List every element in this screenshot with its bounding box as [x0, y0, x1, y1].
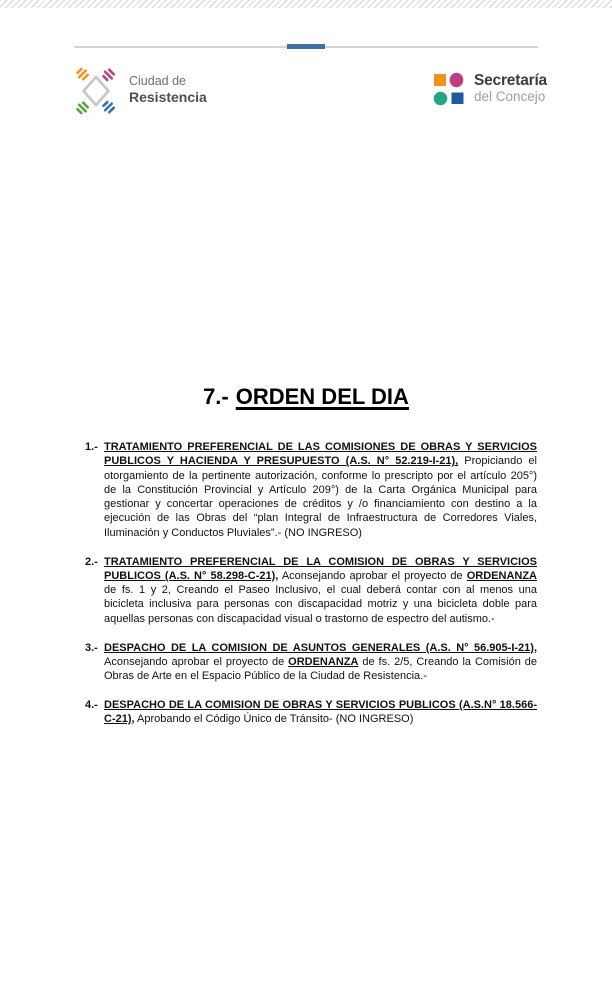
page-title	[0, 384, 612, 410]
agenda-item-1	[85, 440, 537, 540]
shape-magenta-circle	[450, 73, 464, 87]
logo-right-line2: del Concejo	[474, 89, 546, 105]
item-text	[104, 698, 537, 727]
logo-secretaria-concejo	[433, 71, 547, 107]
item-heading: DESPACHO DE LA COMISION DE OBRAS Y SERVICIOS PUBLICOS (A.S.N° 18.566-C-21)	[104, 698, 537, 726]
logo-left-line1: Ciudad de	[129, 73, 186, 88]
page-title-number: 7.-	[203, 384, 229, 409]
item-body-text: Aconsejando aprobar el proyecto de	[278, 569, 467, 582]
item-ordenanza-label: ORDENANZA	[288, 655, 359, 668]
item-number: 4.-	[85, 698, 98, 711]
logo-right-text	[474, 71, 547, 105]
agenda-item-3	[85, 641, 537, 684]
item-heading: TRATAMIENTO PREFERENCIAL DE LAS COMISIONES DE OBRAS Y SERVICIOS PUBLICOS Y HACIENDA Y PRESUPUESTO (A.S. N° 52.219-I-21),	[104, 441, 537, 468]
item-body-text: Propiciando el otorgamiento de la pertinente autorización, conforme lo prescripto por el artículo 205°) de la Constitución Provincial y Artículo 209°) de la Carta Orgánica Municipal para gestionar y concertar operaciones de créditos y /o financiamiento con destino a la ejecución de las Obras del “plan Integral de Infraestructura de Corredores Viales, Iluminación y Conductos Pluviales”.- (NO INGRESO)	[104, 455, 537, 539]
item-text	[104, 555, 537, 626]
logo-left-line2: Resistencia	[129, 88, 207, 105]
concejo-shapes-icon	[433, 71, 467, 107]
page-title-text: ORDEN DEL DIA	[235, 384, 409, 409]
item-body-text: de fs. 1 y 2, Creando el Paseo Inclusivo, el cual deberá contar con al menos una bicicleta inclusiva para personas con discapacidad motriz y una bicicleta doble para aquellas personas con discapacidad visual o trastorno de espectro del autismo.-	[104, 584, 537, 625]
resistencia-diamond-icon	[72, 64, 120, 116]
stripes-bottom-right	[100, 99, 116, 115]
agenda-item-2	[85, 555, 537, 626]
item-number: 2.-	[85, 555, 98, 568]
agenda-item-4	[85, 698, 537, 727]
item-body-text: de fs. 2/5, Creando la Comisión de Obras de Arte en el Espacio Público de la Ciudad de Resistencia.-	[104, 655, 537, 683]
shape-teal-circle	[434, 92, 448, 106]
shape-orange-square	[434, 74, 446, 86]
header-divider-line	[74, 46, 538, 48]
item-text	[104, 641, 537, 684]
item-heading: DESPACHO DE LA COMISION DE ASUNTOS GENERALES (A.S. N° 56.905-I-21),	[104, 641, 537, 654]
header-divider-accent	[287, 44, 325, 49]
top-hatch-border	[0, 0, 612, 8]
diamond-outline	[84, 77, 109, 105]
item-text	[104, 440, 537, 540]
item-body-text: Aconsejando aprobar el proyecto de	[104, 655, 289, 668]
stripes-top-left	[74, 66, 90, 82]
stripes-top-right	[100, 67, 116, 83]
item-heading-comma: ,	[131, 713, 135, 726]
stripes-bottom-left	[74, 100, 90, 116]
item-number: 3.-	[85, 641, 98, 654]
shape-blue-square	[452, 93, 464, 105]
item-ordenanza-label: ORDENANZA	[466, 569, 537, 582]
logo-ciudad-resistencia	[72, 64, 207, 116]
agenda-items	[85, 440, 537, 741]
logo-right-line1: Secretaría	[474, 72, 547, 89]
item-body-text: Aprobando el Código Único de Tránsito- (NO INGRESO)	[134, 713, 414, 726]
logo-left-text	[129, 75, 207, 105]
item-heading: TRATAMIENTO PREFERENCIAL DE LA COMISION DE OBRAS Y SERVICIOS PUBLICOS (A.S. N° 58.298-C-21),	[104, 555, 537, 582]
item-number: 1.-	[85, 441, 98, 453]
